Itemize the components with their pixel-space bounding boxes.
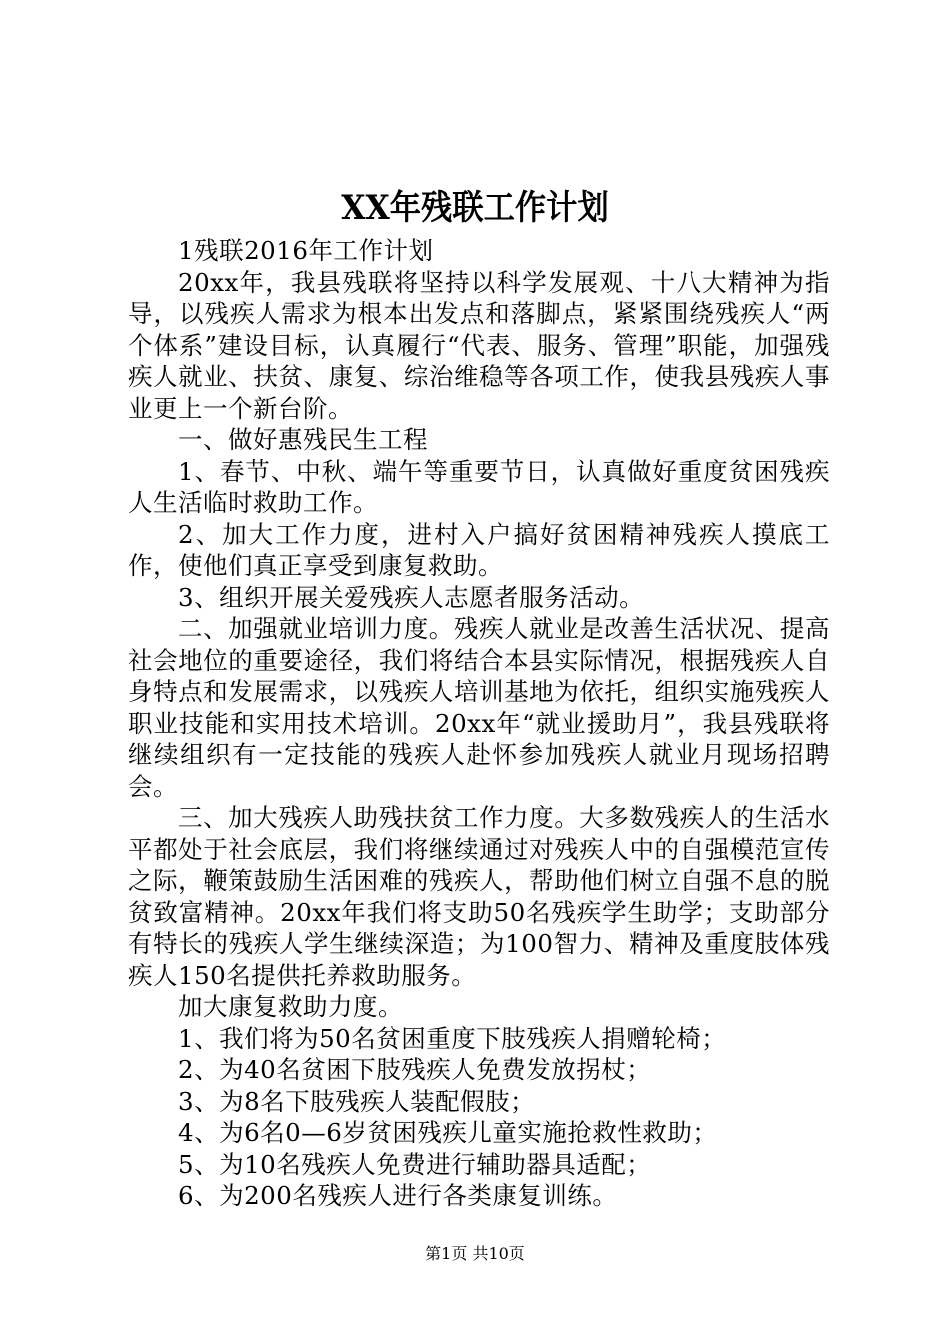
section-heading: 1残联2016年工作计划 <box>178 236 434 265</box>
list-item: 4、为6名0—6岁贫困残疾儿童实施抢救性救助； <box>178 1118 718 1147</box>
document-title: XX年残联工作计划 <box>341 188 609 228</box>
list-item: 2、为40名贫困下肢残疾人免费发放拐杖； <box>178 1055 652 1084</box>
list-item: 1、我们将为50名贫困重度下肢残疾人捐赠轮椅； <box>178 1023 727 1053</box>
section-heading-1: 一、做好惠残民生工程 <box>178 425 428 454</box>
list-item: 3、组织开展关爱残疾人志愿者服务活动。 <box>178 582 645 612</box>
section-heading-4: 加大康复救助力度。 <box>178 992 403 1021</box>
list-item: 6、为200名残疾人进行各类康复训练。 <box>178 1181 618 1210</box>
document-body <box>128 235 830 1212</box>
list-item: 1、春节、中秋、端午等重要节日，认真做好重度贫困残疾人生活临时救助工作。 <box>128 456 830 517</box>
list-item: 2、加大工作力度，进村入户搞好贫困精神残疾人摸底工作，使他们真正享受到康复救助。 <box>128 519 830 580</box>
page-number-footer: 第1页 共10页 <box>425 1244 525 1263</box>
list-item: 3、为8名下肢残疾人装配假肢； <box>178 1086 536 1116</box>
list-item: 5、为10名残疾人免费进行辅助器具适配； <box>178 1149 652 1179</box>
section-paragraph-3: 三、加大残疾人助残扶贫工作力度。大多数残疾人的生活水平都处于社会底层，我们将继续通过对残疾人中的自强模范宣传之际，鞭策鼓励生活困难的残疾人，帮助他们树立自强不息的脱贫致富精神。20xx年我们将支助50名残疾学生助学；支助部分有特长的残疾人学生继续深造；为100智力、精神及重度肢体残疾人150名提供托养救助服务。 <box>128 803 830 990</box>
intro-paragraph: 20xx年，我县残联将坚持以科学发展观、十八大精神为指导，以残疾人需求为根本出发点和落脚点，紧紧围绕残疾人“两个体系”建设目标，认真履行“代表、服务、管理”职能，加强残疾人就业、扶贫、康复、综治维稳等各项工作，使我县残疾人事业更上一个新台阶。 <box>128 267 830 423</box>
section-paragraph-2: 二、加强就业培训力度。残疾人就业是改善生活状况、提高社会地位的重要途径，我们将结合本县实际情况，根据残疾人自身特点和发展需求，以残疾人培训基地为依托，组织实施残疾人职业技能和实用技术培训。20xx年“就业援助月”，我县残联将继续组织有一定技能的残疾人赴怀参加残疾人就业月现场招聘会。 <box>128 614 830 801</box>
